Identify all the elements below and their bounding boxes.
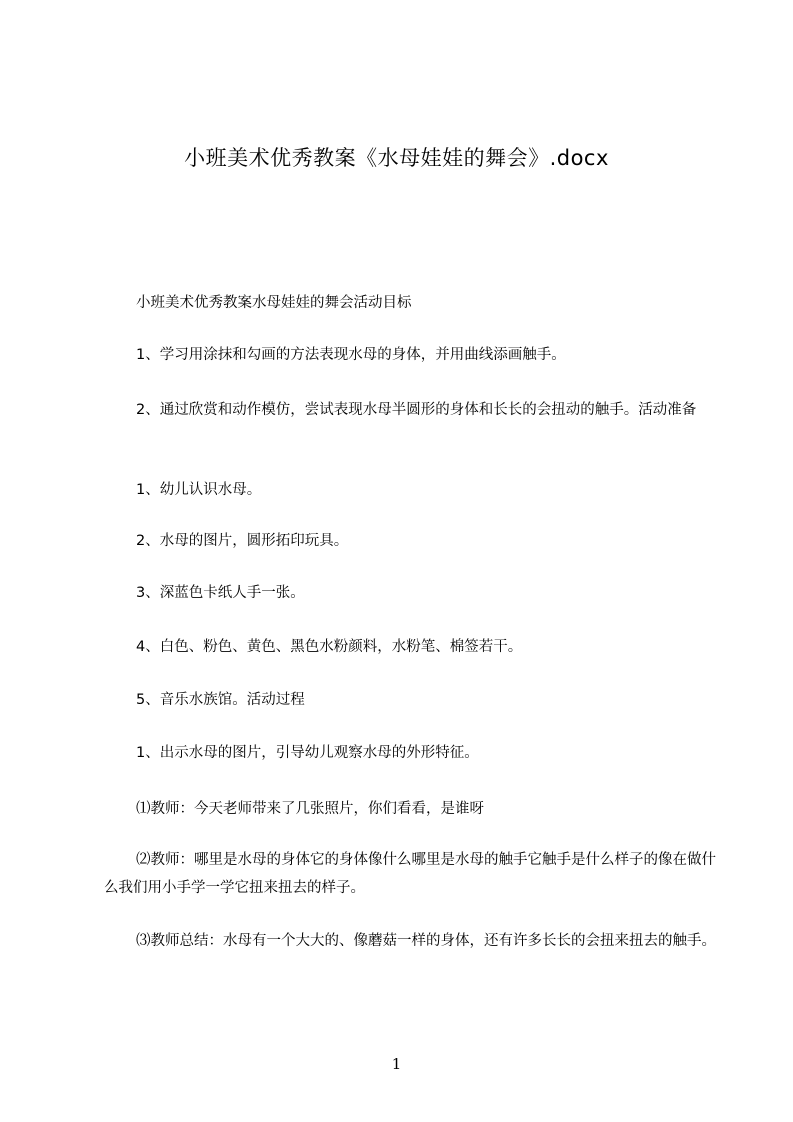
paragraph-process-1-c [104,927,720,955]
paragraph-text: 2、通过欣赏和动作模仿，尝试表现水母半圆形的身体和长长的会扭动的触手。活动准备 [136,402,697,418]
paragraph-text: 4、白色、粉色、黄色、黑色水粉颜料，水粉笔、棉签若干。 [136,639,523,655]
paragraph-text: ⑶教师总结：水母有一个大大的、像蘑菇一样的身体，还有许多长长的会扭来扭去的触手。 [136,933,716,949]
paragraph-prep-5 [104,686,720,714]
paragraph-goal-2 [104,396,720,424]
page-number: 1 [391,1055,402,1073]
document-title: 小班美术优秀教案《水母娃娃的舞会》.docx [184,146,609,170]
paragraph-process-1-b [104,846,720,902]
paragraph-process-1-a [104,795,720,823]
paragraph-prep-2 [104,527,720,555]
paragraph-process-1 [104,739,720,767]
paragraph-prep-3 [104,579,720,607]
paragraph-activity-goals [104,289,720,317]
paragraph-text: 1、幼儿认识水母。 [136,482,262,498]
paragraph-text: 5、音乐水族馆。活动过程 [136,692,305,708]
paragraph-goal-1 [104,341,720,369]
paragraph-text: 1、学习用涂抹和勾画的方法表现水母的身体，并用曲线添画触手。 [136,347,566,363]
paragraph-prep-4 [104,633,720,661]
paragraph-text: 1、出示水母的图片，引导幼儿观察水母的外形特征。 [136,745,479,761]
paragraph-text: ⑴教师：今天老师带来了几张照片，你们看看，是谁呀 [136,801,484,817]
paragraph-text: 2、水母的图片，圆形拓印玩具。 [136,533,349,549]
paragraph-text: 3、深蓝色卡纸人手一张。 [136,585,305,601]
paragraph-text: ⑵教师：哪里是水母的身体它的身体像什么哪里是水母的触手它触手是什么样子的像在做什么我们用小手学一学它扭来扭去的样子。 [104,852,716,896]
paragraph-text: 小班美术优秀教案水母娃娃的舞会活动目标 [136,295,412,311]
paragraph-prep-1 [104,476,720,504]
